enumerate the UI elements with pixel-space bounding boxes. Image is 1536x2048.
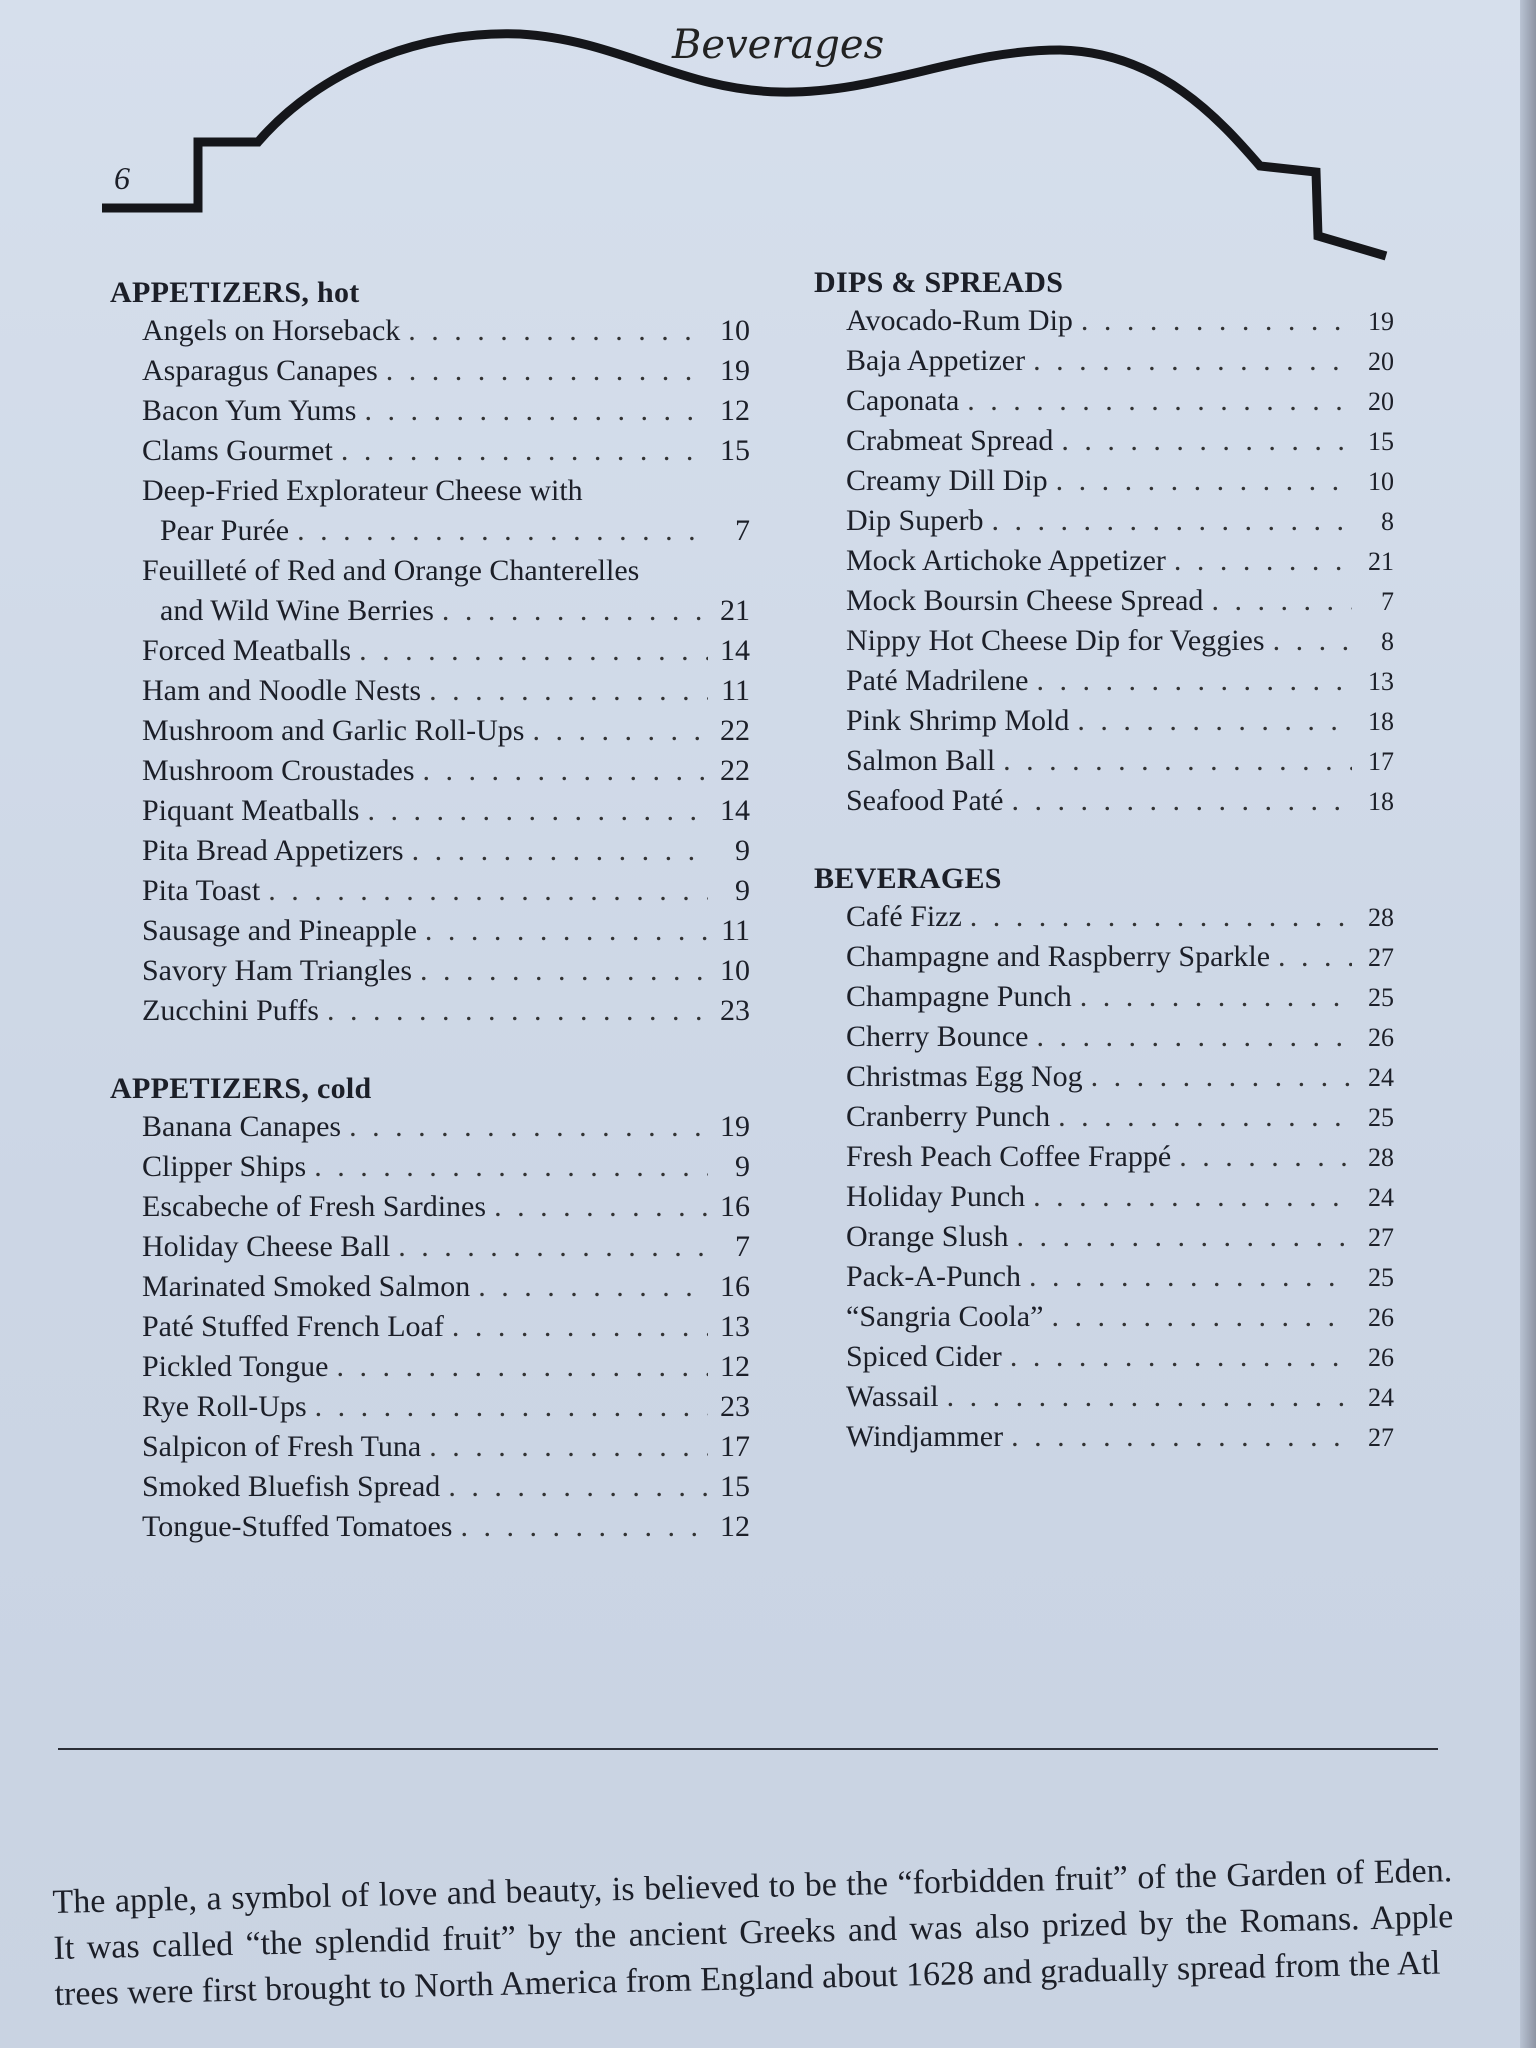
leader-dots — [967, 384, 1352, 418]
entry-name: Escabeche of Fresh Sardines — [142, 1190, 487, 1223]
entry-page: 24 — [1368, 1383, 1394, 1412]
entry-page: 27 — [1368, 1423, 1394, 1452]
leader-dots — [1011, 1420, 1352, 1454]
entry-page: 12 — [720, 1510, 750, 1543]
entry-name: Asparagus Canapes — [142, 354, 378, 387]
entry-name: Windjammer — [846, 1420, 1004, 1453]
list-item — [110, 1470, 750, 1510]
left-column — [110, 276, 750, 1588]
leader-dots — [532, 714, 708, 748]
leader-dots — [1029, 1260, 1352, 1294]
entry-page: 9 — [735, 1150, 750, 1183]
entry-name: Paté Madrilene — [846, 664, 1029, 697]
entry-name: Café Fizz — [846, 900, 962, 933]
leader-dots — [315, 1390, 708, 1424]
entry-name: Creamy Dill Dip — [846, 464, 1048, 497]
leader-dots — [448, 1470, 708, 1504]
list-item — [814, 304, 1394, 344]
entry-page: 28 — [1368, 903, 1394, 932]
entry-name: Clipper Ships — [142, 1150, 307, 1183]
entry-name: Pita Bread Appetizers — [142, 834, 404, 867]
list-item — [110, 914, 750, 954]
entry-page: 16 — [720, 1270, 750, 1303]
entry-name: Marinated Smoked Salmon — [142, 1270, 471, 1303]
section-title: APPETIZERS, cold — [110, 1072, 372, 1105]
list-item — [814, 704, 1394, 744]
entry-line2 — [142, 594, 750, 634]
list-item — [814, 424, 1394, 464]
page-edge — [1520, 0, 1536, 2048]
entry-name: Pink Shrimp Mold — [846, 704, 1070, 737]
entry-page: 16 — [720, 1190, 750, 1223]
entry-name: Salmon Ball — [846, 744, 996, 777]
entry-page: 18 — [1368, 787, 1394, 816]
entry-name-line1: Feuilleté of Red and Orange Chanterelles — [142, 554, 640, 587]
entry-name-line2: and Wild Wine Berries — [160, 594, 434, 627]
leader-dots — [349, 1110, 708, 1144]
entry-name: Piquant Meatballs — [142, 794, 360, 827]
list-item — [814, 464, 1394, 504]
leader-dots — [268, 874, 708, 908]
leader-dots — [1036, 664, 1352, 698]
list-item — [814, 1420, 1394, 1460]
entry-name-line2: Pear Purée — [160, 514, 290, 547]
list-item — [814, 744, 1394, 784]
leader-dots — [478, 1270, 708, 1304]
entry-page: 22 — [720, 714, 750, 747]
entry-name: Ham and Noodle Nests — [142, 674, 422, 707]
entry-page: 15 — [720, 1470, 750, 1503]
entry-name: Orange Slush — [846, 1220, 1009, 1253]
entry-page: 20 — [1368, 347, 1394, 376]
entry-page: 11 — [721, 914, 750, 947]
leader-dots — [1051, 1300, 1352, 1334]
entry-name: Salpicon of Fresh Tuna — [142, 1430, 422, 1463]
entry-name: Rye Roll-Ups — [142, 1390, 307, 1423]
entry-name: Savory Ham Triangles — [142, 954, 412, 987]
list-item — [110, 474, 750, 554]
list-item — [110, 1310, 750, 1350]
entry-name: Angels on Horseback — [142, 314, 401, 347]
leader-dots — [425, 914, 708, 948]
list-item — [110, 714, 750, 754]
entry-name: Champagne Punch — [846, 980, 1072, 1013]
entry-page: 10 — [720, 314, 750, 347]
entry-name: Forced Meatballs — [142, 634, 352, 667]
entry-name: Christmas Egg Nog — [846, 1060, 1083, 1093]
entry-page: 14 — [720, 794, 750, 827]
entry-page: 26 — [1368, 1343, 1394, 1372]
list-item — [110, 314, 750, 354]
leader-dots — [386, 354, 708, 388]
leader-dots — [1061, 424, 1352, 458]
entry-page: 12 — [720, 1350, 750, 1383]
entry-page: 20 — [1368, 387, 1394, 416]
leader-dots — [1003, 744, 1352, 778]
leader-dots — [1011, 784, 1352, 818]
list-item — [110, 954, 750, 994]
entry-name: Cranberry Punch — [846, 1100, 1051, 1133]
entry-name: Bacon Yum Yums — [142, 394, 357, 427]
leader-dots — [1036, 1020, 1352, 1054]
list-item — [814, 940, 1394, 980]
leader-dots — [1273, 624, 1352, 658]
entry-page: 26 — [1368, 1303, 1394, 1332]
list-item — [110, 1350, 750, 1390]
leader-dots — [429, 674, 708, 708]
entry-page: 7 — [735, 514, 750, 547]
entry-page: 15 — [720, 434, 750, 467]
entry-name: Paté Stuffed French Loaf — [142, 1310, 444, 1343]
leader-dots — [947, 1380, 1352, 1414]
divider-rule — [58, 1748, 1438, 1750]
entry-page: 19 — [1368, 307, 1394, 336]
leader-dots — [1058, 1100, 1352, 1134]
leader-dots — [314, 1150, 708, 1184]
entry-name: Zucchini Puffs — [142, 994, 319, 1027]
entry-name: Mushroom Croustades — [142, 754, 415, 787]
entry-page: 7 — [1381, 587, 1394, 616]
list-item — [814, 1140, 1394, 1180]
section-appetizers-cold — [110, 1072, 750, 1550]
list-item — [814, 344, 1394, 384]
leader-dots — [1179, 1140, 1352, 1174]
entry-page: 25 — [1368, 1263, 1394, 1292]
entry-page: 23 — [720, 994, 750, 1027]
leader-dots — [429, 1430, 708, 1464]
entry-name: Nippy Hot Cheese Dip for Veggies — [846, 624, 1265, 657]
entry-page: 21 — [720, 594, 750, 627]
list-item — [110, 634, 750, 674]
list-item — [814, 1260, 1394, 1300]
list-item — [814, 544, 1394, 584]
leader-dots — [297, 514, 708, 548]
entry-page: 25 — [1368, 983, 1394, 1012]
entry-name: Pack-A-Punch — [846, 1260, 1021, 1293]
leader-dots — [1211, 584, 1352, 618]
entry-page: 27 — [1368, 1223, 1394, 1252]
entry-page: 26 — [1368, 1023, 1394, 1052]
list-item — [814, 1020, 1394, 1060]
leader-dots — [364, 394, 708, 428]
entry-page: 18 — [1368, 707, 1394, 736]
list-item — [814, 900, 1394, 940]
entry-page: 8 — [1381, 507, 1394, 536]
entry-page: 28 — [1368, 1143, 1394, 1172]
section-appetizers-hot — [110, 276, 750, 1034]
entry-page: 24 — [1368, 1183, 1394, 1212]
leader-dots — [1033, 1180, 1352, 1214]
list-item — [110, 674, 750, 714]
entry-name: Mock Artichoke Appetizer — [846, 544, 1166, 577]
entry-name: Champagne and Raspberry Sparkle — [846, 940, 1271, 973]
entry-name: Baja Appetizer — [846, 344, 1026, 377]
entry-name: Wassail — [846, 1380, 939, 1413]
list-item — [814, 384, 1394, 424]
list-item — [814, 1380, 1394, 1420]
list-item — [814, 1220, 1394, 1260]
entry-name-line1: Deep-Fried Explorateur Cheese with — [142, 474, 583, 507]
entry-page: 17 — [720, 1430, 750, 1463]
entry-page: 12 — [720, 394, 750, 427]
list-item — [110, 354, 750, 394]
section-beverages — [814, 862, 1394, 1460]
list-item — [814, 1060, 1394, 1100]
entry-name: Holiday Cheese Ball — [142, 1230, 391, 1263]
leader-dots — [1080, 980, 1352, 1014]
list-item — [110, 394, 750, 434]
list-item — [814, 1100, 1394, 1140]
list-item — [814, 624, 1394, 664]
list-item — [110, 754, 750, 794]
entry-page: 19 — [720, 354, 750, 387]
leader-dots — [1016, 1220, 1352, 1254]
entry-page: 10 — [720, 954, 750, 987]
entry-page: 10 — [1368, 467, 1394, 496]
section-title: APPETIZERS, hot — [110, 276, 360, 309]
leader-dots — [1033, 344, 1352, 378]
entry-page: 13 — [1368, 667, 1394, 696]
entry-page: 25 — [1368, 1103, 1394, 1132]
list-item — [110, 1510, 750, 1550]
list-item — [110, 1430, 750, 1470]
list-item — [814, 784, 1394, 824]
list-item — [814, 1180, 1394, 1220]
leader-dots — [1174, 544, 1352, 578]
leader-dots — [1278, 940, 1352, 974]
leader-dots — [412, 834, 708, 868]
right-column — [814, 266, 1394, 1498]
entry-name: Caponata — [846, 384, 960, 417]
entry-name: Seafood Paté — [846, 784, 1004, 817]
list-item — [110, 834, 750, 874]
entry-name: Fresh Peach Coffee Frappé — [846, 1140, 1172, 1173]
entry-page: 22 — [720, 754, 750, 787]
leader-dots — [970, 900, 1352, 934]
entry-page: 17 — [1368, 747, 1394, 776]
entry-page: 27 — [1368, 943, 1394, 972]
entry-name: “Sangria Coola” — [846, 1300, 1044, 1333]
entry-name: Pita Toast — [142, 874, 261, 907]
leader-dots — [367, 794, 708, 828]
entry-name: Cherry Bounce — [846, 1020, 1029, 1053]
list-item — [814, 664, 1394, 704]
entry-page: 13 — [720, 1310, 750, 1343]
leader-dots — [460, 1510, 708, 1544]
entry-name: Tongue-Stuffed Tomatoes — [142, 1510, 453, 1543]
entry-page: 15 — [1368, 427, 1394, 456]
entry-name: Holiday Punch — [846, 1180, 1026, 1213]
list-item — [110, 434, 750, 474]
leader-dots — [359, 634, 708, 668]
list-item — [110, 994, 750, 1034]
footer-paragraph: The apple, a symbol of love and beauty, is believed to be the “forbidden fruit” of the Garden of Eden. It was called “the splendid fruit” by the ancient Greeks and was also prized by the Romans. Apple trees were first brought to North America from England about 1628 and gradually spread from the Atl — [52, 1852, 1454, 2013]
entry-page: 11 — [721, 674, 750, 707]
entry-name: Avocado-Rum Dip — [846, 304, 1073, 337]
list-item — [814, 1340, 1394, 1380]
list-item — [814, 504, 1394, 544]
entry-name: Pickled Tongue — [142, 1350, 329, 1383]
list-item — [814, 1300, 1394, 1340]
entry-page: 23 — [720, 1390, 750, 1423]
entry-page: 7 — [735, 1230, 750, 1263]
entry-name: Spiced Cider — [846, 1340, 1002, 1373]
entry-page: 21 — [1368, 547, 1394, 576]
leader-dots — [408, 314, 708, 348]
entry-name: Mushroom and Garlic Roll-Ups — [142, 714, 525, 747]
list-item — [110, 874, 750, 914]
leader-dots — [1091, 1060, 1352, 1094]
list-item — [814, 584, 1394, 624]
entry-name: Dip Superb — [846, 504, 984, 537]
leader-dots — [992, 504, 1353, 538]
list-item — [110, 1190, 750, 1230]
entry-name: Clams Gourmet — [142, 434, 333, 467]
list-item — [110, 554, 750, 634]
entry-page: 8 — [1381, 627, 1394, 656]
leader-dots — [1056, 464, 1352, 498]
leader-dots — [398, 1230, 708, 1264]
leader-dots — [420, 954, 708, 988]
entry-page: 14 — [720, 634, 750, 667]
leader-dots — [423, 754, 709, 788]
list-item — [110, 1230, 750, 1270]
list-item — [110, 1270, 750, 1310]
leader-dots — [341, 434, 708, 468]
section-title: BEVERAGES — [814, 862, 1002, 895]
entry-name: Crabmeat Spread — [846, 424, 1054, 457]
section-dips-spreads — [814, 266, 1394, 824]
leader-dots — [1010, 1340, 1352, 1374]
leader-dots — [494, 1190, 708, 1224]
entry-line2 — [142, 514, 750, 554]
entry-name: Sausage and Pineapple — [142, 914, 417, 947]
header-title: Beverages — [672, 22, 885, 68]
entry-page: 19 — [720, 1110, 750, 1143]
section-title: DIPS & SPREADS — [814, 266, 1064, 299]
list-item — [110, 794, 750, 834]
list-item — [110, 1390, 750, 1430]
leader-dots — [327, 994, 708, 1028]
entry-name: Banana Canapes — [142, 1110, 342, 1143]
list-item — [110, 1110, 750, 1150]
leader-dots — [1077, 704, 1352, 738]
leader-dots — [1081, 304, 1352, 338]
list-item — [110, 1150, 750, 1190]
leader-dots — [452, 1310, 708, 1344]
entry-page: 24 — [1368, 1063, 1394, 1092]
page-number: 6 — [114, 160, 130, 196]
entry-page: 9 — [735, 874, 750, 907]
leader-dots — [442, 594, 708, 628]
leader-dots — [337, 1350, 709, 1384]
entry-name: Smoked Bluefish Spread — [142, 1470, 441, 1503]
entry-name: Mock Boursin Cheese Spread — [846, 584, 1204, 617]
list-item — [814, 980, 1394, 1020]
entry-page: 9 — [735, 834, 750, 867]
